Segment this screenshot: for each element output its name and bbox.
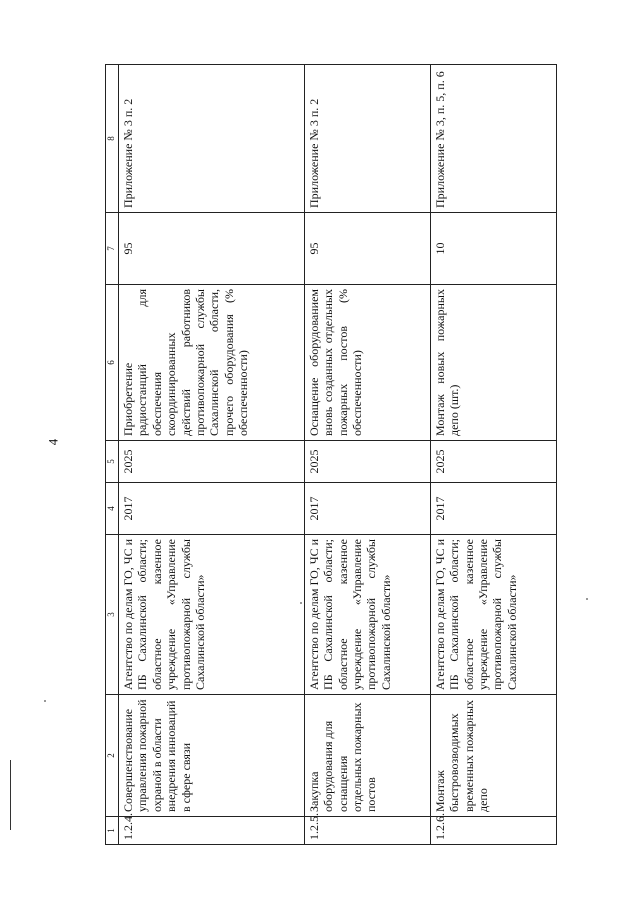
- indicator: Приобретение радиостанций для обеспечения скоординированных действий работников противопожарной службы Сахалинской области, прочего оборудования (% обеспеченности): [119, 285, 305, 441]
- indicator-value: 95: [119, 213, 305, 285]
- header-cell: 4: [106, 483, 119, 535]
- header-row: [106, 65, 119, 845]
- header-cell: 3: [106, 535, 119, 695]
- table-row: [430, 65, 556, 845]
- row-number: 1.2.4.: [119, 817, 305, 845]
- end-year: 2025: [304, 441, 430, 483]
- header-cell: 2: [106, 695, 119, 817]
- start-year: 2017: [119, 483, 305, 535]
- end-year: 2025: [430, 441, 556, 483]
- indicator-value: 95: [304, 213, 430, 285]
- table-row: [304, 65, 430, 845]
- measure-name: Совершенствование управления пожарной охраной в области внедрения инноваций в сфере связи: [119, 695, 305, 817]
- indicator: Монтаж новых пожарных депо (шт.): [430, 285, 556, 441]
- start-year: 2017: [304, 483, 430, 535]
- indicator-value: 10: [430, 213, 556, 285]
- indicator: Оснащение оборудованием вновь созданных отдельных пожарных постов (% обеспеченности): [304, 285, 430, 441]
- table-container: [105, 65, 557, 845]
- table-row: [119, 65, 305, 845]
- reference: Приложение № 3, п. 5, п. 6: [430, 65, 556, 213]
- executor: Агентство по делам ГО, ЧС и ПБ Сахалинской области; областное казенное учреждение «Управление противопожарной службы Сахалинской области»: [430, 535, 556, 695]
- measures-table: [105, 64, 557, 845]
- executor: Агентство по делам ГО, ЧС и ПБ Сахалинской области; областное казенное учреждение «Управление противопожарной службы Сахалинской области»: [119, 535, 305, 695]
- header-cell: 8: [106, 65, 119, 213]
- row-number: 1.2.6.: [430, 817, 556, 845]
- header-cell: 5: [106, 441, 119, 483]
- header-cell: 1: [106, 817, 119, 845]
- end-year: 2025: [119, 441, 305, 483]
- start-year: 2017: [430, 483, 556, 535]
- scan-speck: [586, 598, 588, 600]
- margin-mark: [10, 760, 11, 830]
- header-cell: 6: [106, 285, 119, 441]
- row-number: 1.2.5.: [304, 817, 430, 845]
- measure-name: Монтаж быстровозводимых временных пожарных депо: [430, 695, 556, 817]
- executor: Агентство по делам ГО, ЧС и ПБ Сахалинской области; областное казенное учреждение «Управление противопожарной службы Сахалинской области»: [304, 535, 430, 695]
- reference: Приложение № 3 п. 2: [119, 65, 305, 213]
- scan-speck: [44, 700, 46, 702]
- header-cell: 7: [106, 213, 119, 285]
- page-number: 4: [45, 438, 61, 446]
- reference: Приложение № 3 п. 2: [304, 65, 430, 213]
- measure-name: Закупка оборудования для оснащения отдельных пожарных постов: [304, 695, 430, 817]
